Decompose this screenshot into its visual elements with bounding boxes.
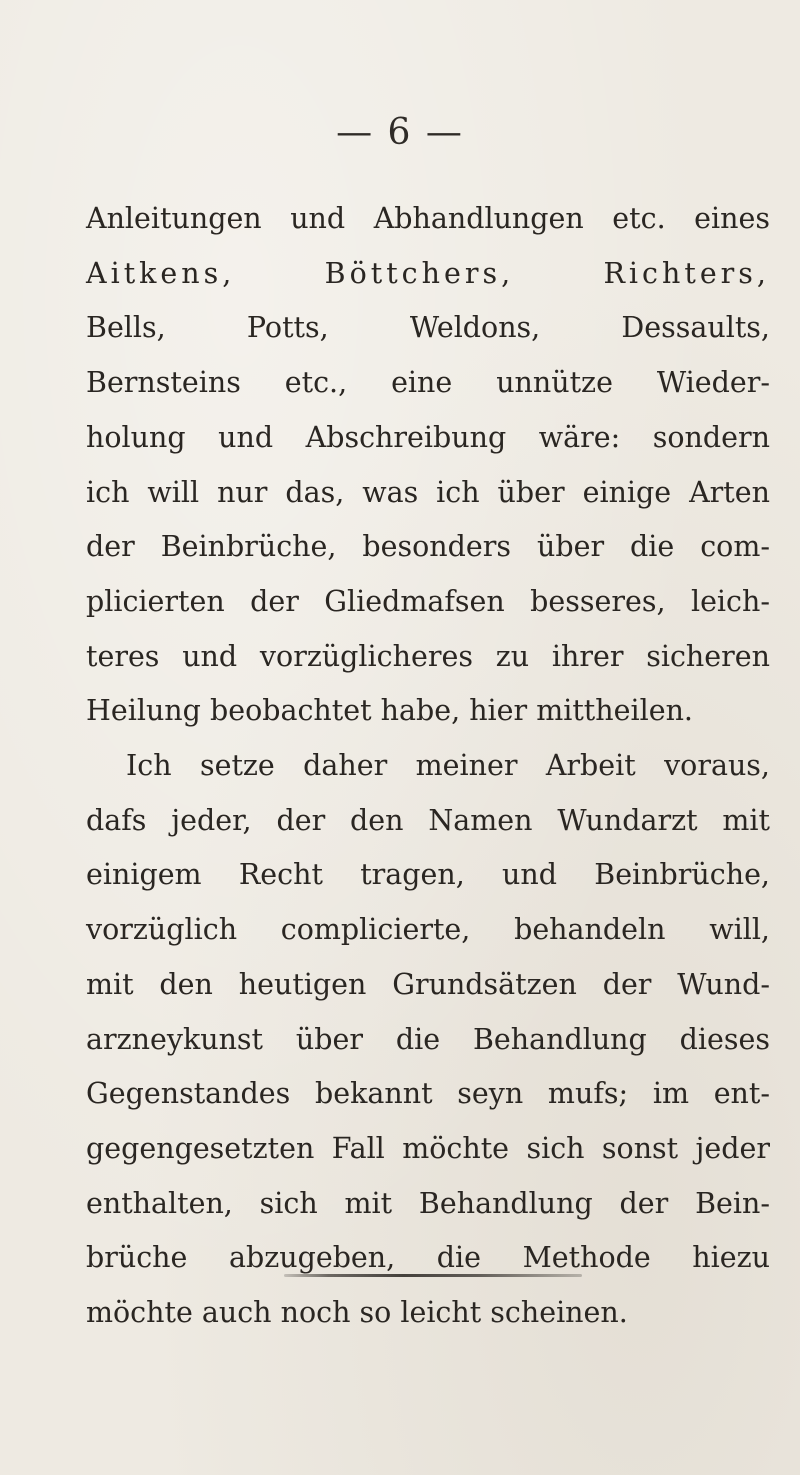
text-line: mit den heutigen Grundsätzen der Wund- (86, 967, 770, 1001)
body-text (86, 192, 770, 1341)
decorative-rule (284, 1274, 582, 1277)
text-line: dafs jeder, der den Namen Wundarzt mit (86, 803, 770, 837)
text-line: plicierten der Gliedmafsen besseres, leich- (86, 584, 770, 618)
text-line: Heilung beobachtet habe, hier mittheilen. (86, 694, 693, 728)
page-number-header: — 6 — (336, 112, 464, 153)
text-line: Gegenstandes bekannt seyn mufs; im ent- (86, 1077, 770, 1111)
text-line: arzneykunst über die Behandlung dieses (86, 1022, 770, 1056)
text-line: möchte auch noch so leicht scheinen. (86, 1296, 628, 1330)
text-line: brüche abzugeben, die Methode hiezu (86, 1241, 770, 1275)
text-line: teres und vorzüglicheres zu ihrer sicheren (86, 639, 770, 673)
text-line: Bernsteins etc., eine unnütze Wieder- (86, 366, 770, 400)
text-line: Aitkens, Böttchers, Richters, (86, 256, 770, 290)
text-line: holung und Abschreibung wäre: sondern (86, 420, 770, 454)
text-line: der Beinbrüche, besonders über die com- (86, 530, 770, 564)
text-line: ich will nur das, was ich über einige Arten (86, 475, 770, 509)
text-line-indented: Ich setze daher meiner Arbeit voraus, (126, 749, 770, 783)
text-line: Anleitungen und Abhandlungen etc. eines (86, 202, 770, 235)
text-line: gegengesetzten Fall möchte sich sonst jeder (86, 1131, 770, 1165)
text-line: vorzüglich complicierte, behandeln will, (86, 913, 770, 947)
text-line: Bells, Potts, Weldons, Dessaults, (86, 311, 770, 345)
text-line: enthalten, sich mit Behandlung der Bein- (86, 1186, 770, 1220)
text-line: einigem Recht tragen, und Beinbrüche, (86, 858, 770, 892)
